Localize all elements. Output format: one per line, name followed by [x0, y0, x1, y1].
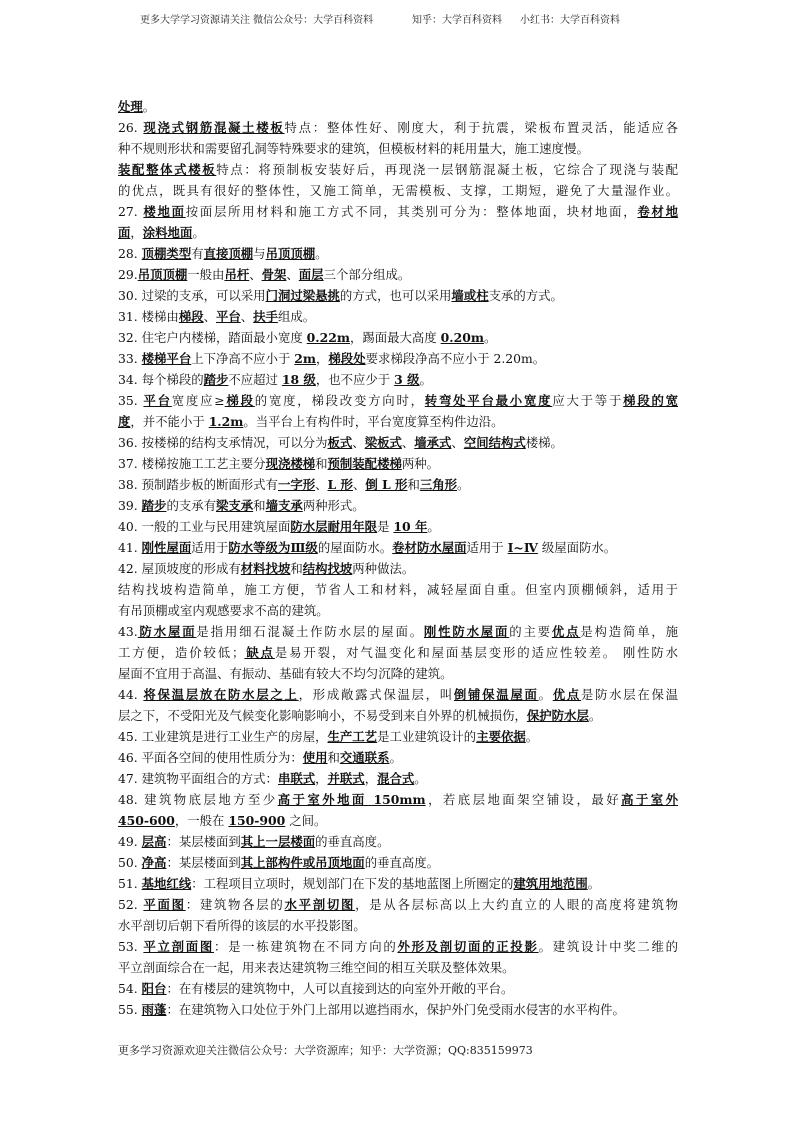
text-segment: 。: [457, 477, 470, 492]
text-segment: 水平剖切后朝下看所得的该层的水平投影图。: [118, 918, 366, 933]
emphasized-term: 墙支承: [265, 498, 303, 513]
text-segment: 屋面不宜用于高温、有振动、基础有较大不均匀沉降的建筑。: [118, 666, 453, 681]
text-segment: 39.: [118, 498, 142, 513]
text-segment: 45. 工业建筑是进行工业生产的房屋，: [118, 729, 328, 744]
text-segment: 35.: [118, 393, 144, 408]
emphasized-term: 装配整体式楼板: [118, 162, 217, 177]
text-segment: 平立剖面综合在一起，用来表达建筑物三维空间的相互关联及整体效果。: [118, 960, 515, 975]
text-line: [118, 159, 678, 180]
text-segment: 级屋面防水。: [537, 540, 617, 555]
text-line: [118, 894, 678, 915]
text-segment: 是工业建筑设计的: [377, 729, 477, 744]
emphasized-term: 现浇式钢筋混凝土楼板: [143, 120, 285, 135]
emphasized-term: 优点: [551, 624, 581, 639]
text-segment: ：某层楼面到: [166, 834, 241, 849]
text-segment: 是易开裂，对气温变化和屋面基层变形的适应性较差。 刚性防水: [274, 645, 678, 660]
text-line: [118, 222, 678, 243]
emphasized-term: 梯段: [178, 309, 204, 324]
emphasized-term: 梁支承: [216, 498, 254, 513]
text-segment: ：是一栋建筑物在不同方向的: [213, 939, 398, 954]
text-segment: 。: [419, 372, 432, 387]
emphasized-term: 刚性防水屋面: [423, 624, 510, 639]
text-segment: 组成。: [277, 309, 316, 324]
emphasized-term: 材料找坡: [240, 561, 291, 576]
text-segment: ，: [315, 771, 328, 786]
emphasized-term: 吊顶顶棚: [265, 246, 316, 261]
text-segment: 适用于: [191, 540, 229, 555]
emphasized-term: 高于室外: [621, 792, 678, 807]
text-segment: 。: [389, 750, 402, 765]
text-segment: 54.: [118, 981, 142, 996]
emphasized-term: 顶棚类型: [141, 246, 192, 261]
emphasized-term: 结构找坡: [302, 561, 353, 576]
text-segment: 50.: [118, 855, 142, 870]
emphasized-term: 面: [118, 225, 131, 240]
text-line: [118, 180, 678, 201]
emphasized-term: 净高: [141, 855, 167, 870]
text-segment: 34. 每个梯段的: [118, 372, 204, 387]
text-segment: 的支承有: [166, 498, 216, 513]
text-line: [118, 999, 678, 1020]
emphasized-term: 混合式: [377, 771, 415, 786]
emphasized-term: 交通联系: [339, 750, 390, 765]
text-segment: 是: [377, 519, 394, 534]
text-segment: 52.: [118, 897, 144, 912]
text-segment: 是指用细石混凝土作防水层的屋面。: [196, 624, 424, 639]
text-segment: 。: [192, 225, 205, 240]
emphasized-term: 平台: [216, 309, 241, 324]
emphasized-term: 踏步: [141, 498, 167, 513]
text-segment: 、: [240, 309, 254, 324]
text-segment: 的宽度，梯段改变方向时，: [254, 393, 425, 408]
emphasized-term: 层高: [141, 834, 167, 849]
text-segment: 按面层所用材料和施工方式不同，其类别可分为：整体地面，块材地面，: [185, 204, 638, 219]
emphasized-term: 保护防水层: [526, 708, 589, 723]
emphasized-term: L 形: [327, 477, 353, 492]
text-line: [118, 621, 678, 642]
text-line: [118, 684, 678, 705]
emphasized-term: 高于室外地面 150mm: [277, 792, 426, 807]
emphasized-term: 1.2m: [208, 414, 244, 429]
text-line: [118, 978, 678, 999]
emphasized-term: 将保温层放在防水层之上: [143, 687, 299, 702]
emphasized-term: 三角形: [419, 477, 458, 492]
text-line: [118, 936, 678, 957]
emphasized-term: 转弯处平台最小宽度: [424, 393, 553, 408]
emphasized-term: 现浇楼梯: [265, 456, 316, 471]
text-segment: 。: [483, 330, 497, 345]
text-segment: 51.: [118, 876, 142, 891]
text-segment: 结构找坡构造简单，施工方便，节省人工和材料，减轻屋面自重。但室内顶棚倾斜，适用于: [118, 582, 678, 597]
text-segment: 的优点，既具有很好的整体性，又施工简单，无需模板、支撑，工期短，避免了大量湿作业。: [118, 183, 678, 198]
text-line: [118, 117, 678, 138]
text-segment: 。: [427, 519, 440, 534]
header-wechat: 更多大学学习资源请关注 微信公众号：大学百科资料: [140, 15, 374, 26]
text-segment: 、: [352, 435, 365, 450]
emphasized-term: 吊顶顶棚: [137, 267, 188, 282]
emphasized-term: 串联式: [277, 771, 316, 786]
emphasized-term: 0.22m: [306, 330, 350, 345]
text-line: [118, 138, 678, 159]
emphasized-term: 3 级: [394, 372, 420, 387]
text-line: [118, 453, 678, 474]
emphasized-term: 面层: [298, 267, 324, 282]
emphasized-term: 基地红线: [141, 876, 192, 891]
emphasized-term: 处理: [118, 99, 143, 114]
text-segment: 的垂直高度。: [315, 834, 390, 849]
text-segment: 三个部分组成。: [323, 267, 411, 282]
text-segment: 之间。: [285, 813, 327, 828]
text-segment: 的主要: [509, 624, 552, 639]
text-segment: 要求梯段净高不应小于 2.20m。: [365, 351, 546, 366]
text-segment: 42. 屋顶坡度的形成有: [118, 561, 241, 576]
text-segment: 26.: [118, 120, 144, 135]
text-segment: ：某层楼面到: [166, 855, 241, 870]
text-segment: 适用于: [466, 540, 508, 555]
text-segment: 、: [315, 477, 328, 492]
text-segment: 29.: [118, 267, 138, 282]
emphasized-term: 优点: [552, 687, 581, 702]
header-xiaohongshu: 小红书：大学百科资料: [520, 15, 620, 26]
text-segment: 、: [352, 477, 366, 492]
text-segment: 两种做法。: [352, 561, 415, 576]
emphasized-term: 150-900: [228, 813, 286, 828]
emphasized-term: 吊杆: [224, 267, 250, 282]
text-segment: 、: [203, 309, 216, 324]
text-line: [118, 579, 678, 600]
text-segment: 47. 建筑物平面组合的方式：: [118, 771, 278, 786]
text-segment: ：在有楼层的建筑物中，人可以直接到达的向室外开敞的平台。: [166, 981, 514, 996]
text-segment: 、: [451, 435, 464, 450]
emphasized-term: 并联式: [327, 771, 365, 786]
text-line: [118, 327, 678, 348]
emphasized-term: 倒 L 形: [365, 477, 408, 492]
text-segment: 。: [538, 687, 553, 702]
emphasized-term: 平立剖面图: [143, 939, 214, 954]
text-line: [118, 537, 678, 558]
text-segment: 36. 按楼梯的结构支承情况，可以分为: [118, 435, 328, 450]
text-segment: 。当平台上有构件时，平台宽度算至构件边沿。: [243, 414, 504, 429]
text-line: [118, 768, 678, 789]
text-line: [118, 747, 678, 768]
text-line: [118, 432, 678, 453]
emphasized-term: 10 年: [393, 519, 428, 534]
text-line: [118, 915, 678, 936]
text-line: [118, 789, 678, 810]
text-segment: 和: [327, 750, 340, 765]
text-line: [118, 558, 678, 579]
text-segment: 特点：将预制板安装好后，再现浇一层钢筋混凝土板，它综合了现浇与装配: [216, 162, 678, 177]
text-segment: ，是从各层标高以上大约直立的人眼的高度将建筑物: [355, 897, 678, 912]
text-segment: 53.: [118, 939, 144, 954]
text-segment: 支承的方式。: [488, 288, 563, 303]
emphasized-term: 梁板式: [364, 435, 402, 450]
text-line: [118, 264, 678, 285]
emphasized-term: 其上一层楼面: [240, 834, 316, 849]
text-line: [118, 705, 678, 726]
text-segment: ，形成敞露式保温层，叫: [298, 687, 454, 702]
text-line: [118, 810, 678, 831]
text-segment: 两种形式。: [302, 498, 365, 513]
emphasized-term: 墙承式: [414, 435, 452, 450]
emphasized-term: 阳台: [141, 981, 167, 996]
text-segment: 49.: [118, 834, 142, 849]
text-segment: 31. 楼梯由: [118, 309, 179, 324]
text-segment: 32. 住宅户内楼梯，踏面最小宽度: [118, 330, 307, 345]
emphasized-term: 直接顶棚: [203, 246, 254, 261]
text-segment: 55.: [118, 1002, 142, 1017]
text-segment: 两种。: [401, 456, 440, 471]
emphasized-term: 骨架: [261, 267, 287, 282]
text-segment: 41.: [118, 540, 142, 555]
emphasized-term: 倒铺保温屋面: [453, 687, 539, 702]
text-segment: ，一般在: [174, 813, 229, 828]
text-segment: ，: [316, 351, 329, 366]
text-segment: 43.: [118, 624, 138, 639]
text-segment: 46. 平面各空间的使用性质分为：: [118, 750, 303, 765]
text-line: [118, 474, 678, 495]
emphasized-term: 楼地面: [143, 204, 186, 219]
emphasized-term: 平台: [143, 393, 172, 408]
page-footer: 更多学习资源欢迎关注微信公众号：大学资源库；知乎：大学资源；QQ:835159973: [118, 1044, 533, 1057]
text-segment: 是防水层在保温: [580, 687, 678, 702]
emphasized-term: 扶手: [253, 309, 278, 324]
text-segment: ：建筑物各层的: [185, 897, 285, 912]
text-segment: 不应超过: [228, 372, 282, 387]
emphasized-term: 板式: [327, 435, 353, 450]
text-segment: 48. 建筑物底层地方至少: [118, 792, 278, 807]
text-segment: 28.: [118, 246, 142, 261]
emphasized-term: 平面图: [143, 897, 186, 912]
emphasized-term: 生产工艺: [327, 729, 378, 744]
text-segment: 44.: [118, 687, 144, 702]
text-line: [118, 201, 678, 222]
text-segment: 37. 楼梯按施工工艺主要分: [118, 456, 266, 471]
emphasized-term: 建筑用地范围: [513, 876, 588, 891]
text-line: [118, 831, 678, 852]
text-segment: 、: [401, 435, 415, 450]
emphasized-term: 水平剖切图: [284, 897, 356, 912]
emphasized-term: 0.20m: [440, 330, 484, 345]
text-segment: ：工程项目立项时，规划部门在下发的基地蓝图上所圈定的: [191, 876, 514, 891]
text-segment: 。: [142, 99, 156, 114]
emphasized-term: 预制装配楼梯: [327, 456, 402, 471]
text-segment: 、: [286, 267, 299, 282]
text-segment: 27.: [118, 204, 144, 219]
text-segment: 楼梯。: [525, 435, 563, 450]
emphasized-term: 450-600: [118, 813, 175, 828]
text-segment: 。建筑设计中奖二维的: [538, 939, 678, 954]
text-segment: 和: [315, 456, 328, 471]
text-line: [118, 600, 678, 621]
emphasized-term: 18 级: [281, 372, 316, 387]
emphasized-term: 梯段处: [328, 351, 366, 366]
text-segment: 、: [249, 267, 262, 282]
text-line: [118, 285, 678, 306]
emphasized-term: 空间结构式: [463, 435, 526, 450]
text-segment: 。: [315, 246, 328, 261]
text-segment: 宽度应≥: [171, 393, 225, 408]
emphasized-term: 防水等级为Ⅲ级: [228, 540, 318, 555]
text-segment: 与: [253, 246, 266, 261]
text-line: [118, 957, 678, 978]
text-segment: 。: [414, 771, 427, 786]
text-segment: ，踢面最大高度: [349, 330, 441, 345]
text-segment: ，: [364, 771, 378, 786]
text-segment: 种不规则形状和需要留孔洞等特殊要求的建筑，但模板材料的耗用量大，施工速度慢。: [118, 141, 589, 156]
text-segment: 是构造简单，施: [580, 624, 678, 639]
text-segment: 33.: [118, 351, 142, 366]
text-segment: 的垂直高度。: [364, 855, 440, 870]
emphasized-term: 踏步: [203, 372, 229, 387]
text-line: [118, 390, 678, 411]
text-line: [118, 348, 678, 369]
emphasized-term: 度: [118, 414, 131, 429]
emphasized-term: 2m: [294, 351, 317, 366]
text-line: [118, 852, 678, 873]
text-segment: 和: [253, 498, 266, 513]
emphasized-term: 刚性屋面: [141, 540, 192, 555]
text-segment: 和: [290, 561, 303, 576]
text-line: [118, 516, 678, 537]
emphasized-term: 楼梯平台: [141, 351, 192, 366]
emphasized-term: 外形及剖切面的正投影: [397, 939, 539, 954]
text-segment: 有: [191, 246, 204, 261]
text-segment: 38. 预制踏步板的断面形式有: [118, 477, 278, 492]
text-line: [118, 726, 678, 747]
text-segment: 特点：整体性好、刚度大，利于抗震，梁板布置灵活，能适应各: [284, 120, 678, 135]
page-header: [140, 11, 760, 26]
text-segment: 上下净高不应小于: [191, 351, 295, 366]
text-line: [118, 642, 678, 663]
emphasized-term: 防水层耐用年限: [290, 519, 378, 534]
text-segment: ，若底层地面架空铺设，最好: [425, 792, 622, 807]
emphasized-term: 防水屋面: [137, 624, 197, 639]
text-line: [118, 873, 678, 894]
text-segment: ，并不能小于: [130, 414, 209, 429]
emphasized-term: 缺点: [244, 645, 275, 660]
text-line: [118, 96, 678, 117]
emphasized-term: 卷材防水屋面: [392, 540, 467, 555]
emphasized-term: 卷材地: [637, 204, 678, 219]
emphasized-term: 雨蓬: [141, 1002, 167, 1017]
text-segment: 40. 一般的工业与民用建筑屋面: [118, 519, 291, 534]
emphasized-term: 梯段: [224, 393, 255, 408]
text-segment: 层之下，不受阳光及气候变化影响影响小，不易受到来自外界的机械损伤，: [118, 708, 527, 723]
emphasized-term: 梯段的宽: [623, 393, 678, 408]
text-segment: 。: [525, 729, 539, 744]
text-segment: 的屋面防水。: [317, 540, 393, 555]
text-line: [118, 663, 678, 684]
emphasized-term: 门洞过梁悬挑: [265, 288, 340, 303]
emphasized-term: 墙或柱: [451, 288, 489, 303]
text-segment: ，: [130, 225, 143, 240]
text-segment: ：在建筑物入口处位于外门上部用以遮挡雨水，保护外门免受雨水侵害的水平构件。: [166, 1002, 625, 1017]
text-line: [118, 495, 678, 516]
text-line: [118, 369, 678, 390]
emphasized-term: 涂料地面: [142, 225, 193, 240]
text-segment: 一般由: [187, 267, 225, 282]
text-segment: 的方式，也可以采用: [339, 288, 452, 303]
text-line: [118, 411, 678, 432]
text-line: [118, 243, 678, 264]
text-segment: 有吊顶棚或室内观感要求不高的建筑。: [118, 603, 329, 618]
emphasized-term: 一字形: [277, 477, 316, 492]
text-segment: 30. 过梁的支承，可以采用: [118, 288, 266, 303]
emphasized-term: 使用: [302, 750, 328, 765]
emphasized-term: 主要依据: [476, 729, 526, 744]
text-segment: ，也不应少于: [315, 372, 395, 387]
emphasized-term: 其上部构件或吊顶地面: [240, 855, 365, 870]
header-zhihu: 知乎：大学百科资料: [412, 15, 502, 26]
text-segment: 。: [588, 708, 602, 723]
text-segment: 。: [587, 876, 601, 891]
text-segment: 工方便，造价较低；: [118, 645, 245, 660]
document-body: [118, 96, 678, 1020]
text-line: [118, 306, 678, 327]
emphasized-term: Ⅰ~Ⅳ: [507, 540, 538, 555]
text-segment: 应大于等于: [552, 393, 624, 408]
text-segment: 和: [407, 477, 420, 492]
